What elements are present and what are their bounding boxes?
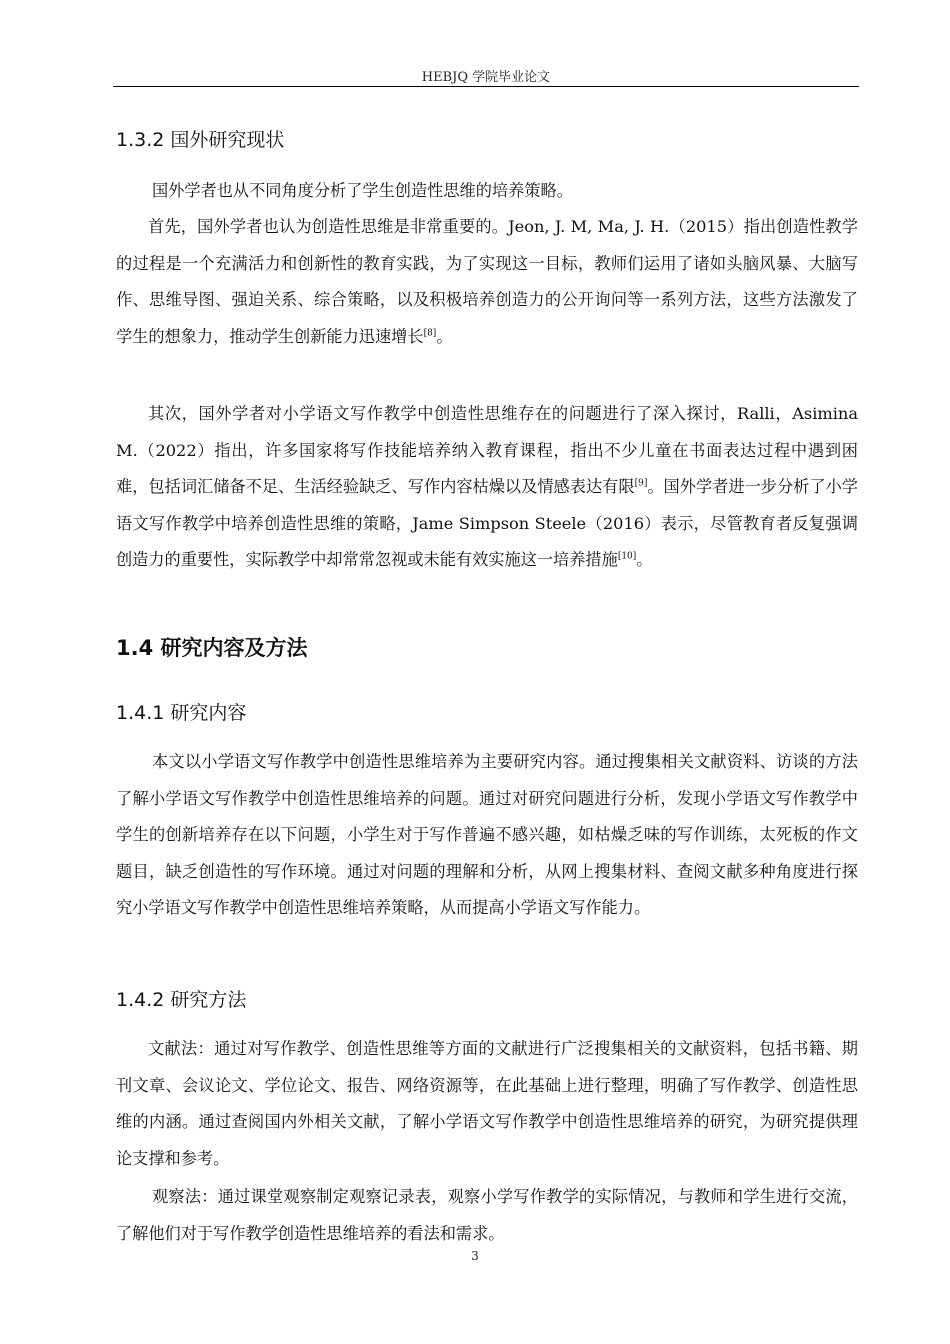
paragraph <box>116 173 858 210</box>
paragraph <box>116 744 858 927</box>
heading-1-3-2: 1.3.2 国外研究现状 <box>116 129 285 151</box>
citation-ref: [10] <box>617 552 637 563</box>
paragraph-text: 观察法：通过课堂观察制定观察记录表，观察小学写作教学的实际情况，与教师和学生进行交流，了解他们对于写作教学创造性思维培养的看法和需求。 <box>116 1187 858 1243</box>
heading-1-4-1: 1.4.1 研究内容 <box>116 702 247 724</box>
paragraph-text: 。 <box>436 326 453 346</box>
paragraph <box>116 396 858 579</box>
citation-ref: [9] <box>634 478 648 489</box>
running-header: HEBJQ 学院毕业论文 <box>421 70 551 85</box>
paragraph-text: 首先，国外学者也认为创造性思维是非常重要的。Jeon, J. M, Ma, J. H.（2015）指出创造性教学的过程是一个充满活力和创新性的教育实践，为了实现这一目标，教师们运用了诸如头脑风暴、大脑写作、思维导图、强迫关系、综合策略，以及积极培养创造力的公开询问等一系列方法，这些方法激发了学生的想象力，推动学生创新能力迅速增长 <box>116 217 858 346</box>
page-number: 3 <box>471 1249 479 1263</box>
paragraph-text: 。 <box>636 550 653 570</box>
header-rule <box>113 86 859 87</box>
paragraph-text: 。国外学者进一步分析了小学语文写作教学中培养创造性思维的策略，Jame Simpson Steele（2016）表示，尽管教育者反复强调创造力的重要性，实际教学中却常常忽视或未能有效实施这一培养措施 <box>116 477 858 570</box>
paragraph <box>116 209 858 355</box>
citation-ref: [8] <box>423 328 437 339</box>
paragraph-text: 其次，国外学者对小学语文写作教学中创造性思维存在的问题进行了深入探讨，Ralli，Asimina M.（2022）指出，许多国家将写作技能培养纳入教育课程，指出不少儿童在书面表达过程中遇到困难，包括词汇储备不足、生活经验缺乏、写作内容枯燥以及情感表达有限 <box>116 404 858 497</box>
paragraph-text: 文献法：通过对写作教学、创造性思维等方面的文献进行广泛搜集相关的文献资料，包括书籍、期刊文章、会议论文、学位论文、报告、网络资源等，在此基础上进行整理，明确了写作教学、创造性思维的内涵。通过查阅国内外相关文献，了解小学语文写作教学中创造性思维培养的研究，为研究提供理论支撑和参考。 <box>116 1039 858 1168</box>
paragraph-text: 国外学者也从不同角度分析了学生创造性思维的培养策略。 <box>152 181 573 200</box>
heading-1-4-2: 1.4.2 研究方法 <box>116 989 247 1011</box>
paragraph-text: 本文以小学语文写作教学中创造性思维培养为主要研究内容。通过搜集相关文献资料、访谈的方法了解小学语文写作教学中创造性思维培养的问题。通过对研究问题进行分析，发现小学语文写作教学中学生的创新培养存在以下问题，小学生对于写作普遍不感兴趣，如枯燥乏味的写作训练，太死板的作文题目，缺乏创造性的写作环境。通过对问题的理解和分析，从网上搜集材料、查阅文献多种角度进行探究小学语文写作教学中创造性思维培养策略，从而提高小学语文写作能力。 <box>116 752 858 918</box>
paragraph <box>116 1179 858 1252</box>
heading-1-4: 1.4 研究内容及方法 <box>116 636 308 660</box>
paragraph <box>116 1031 858 1177</box>
